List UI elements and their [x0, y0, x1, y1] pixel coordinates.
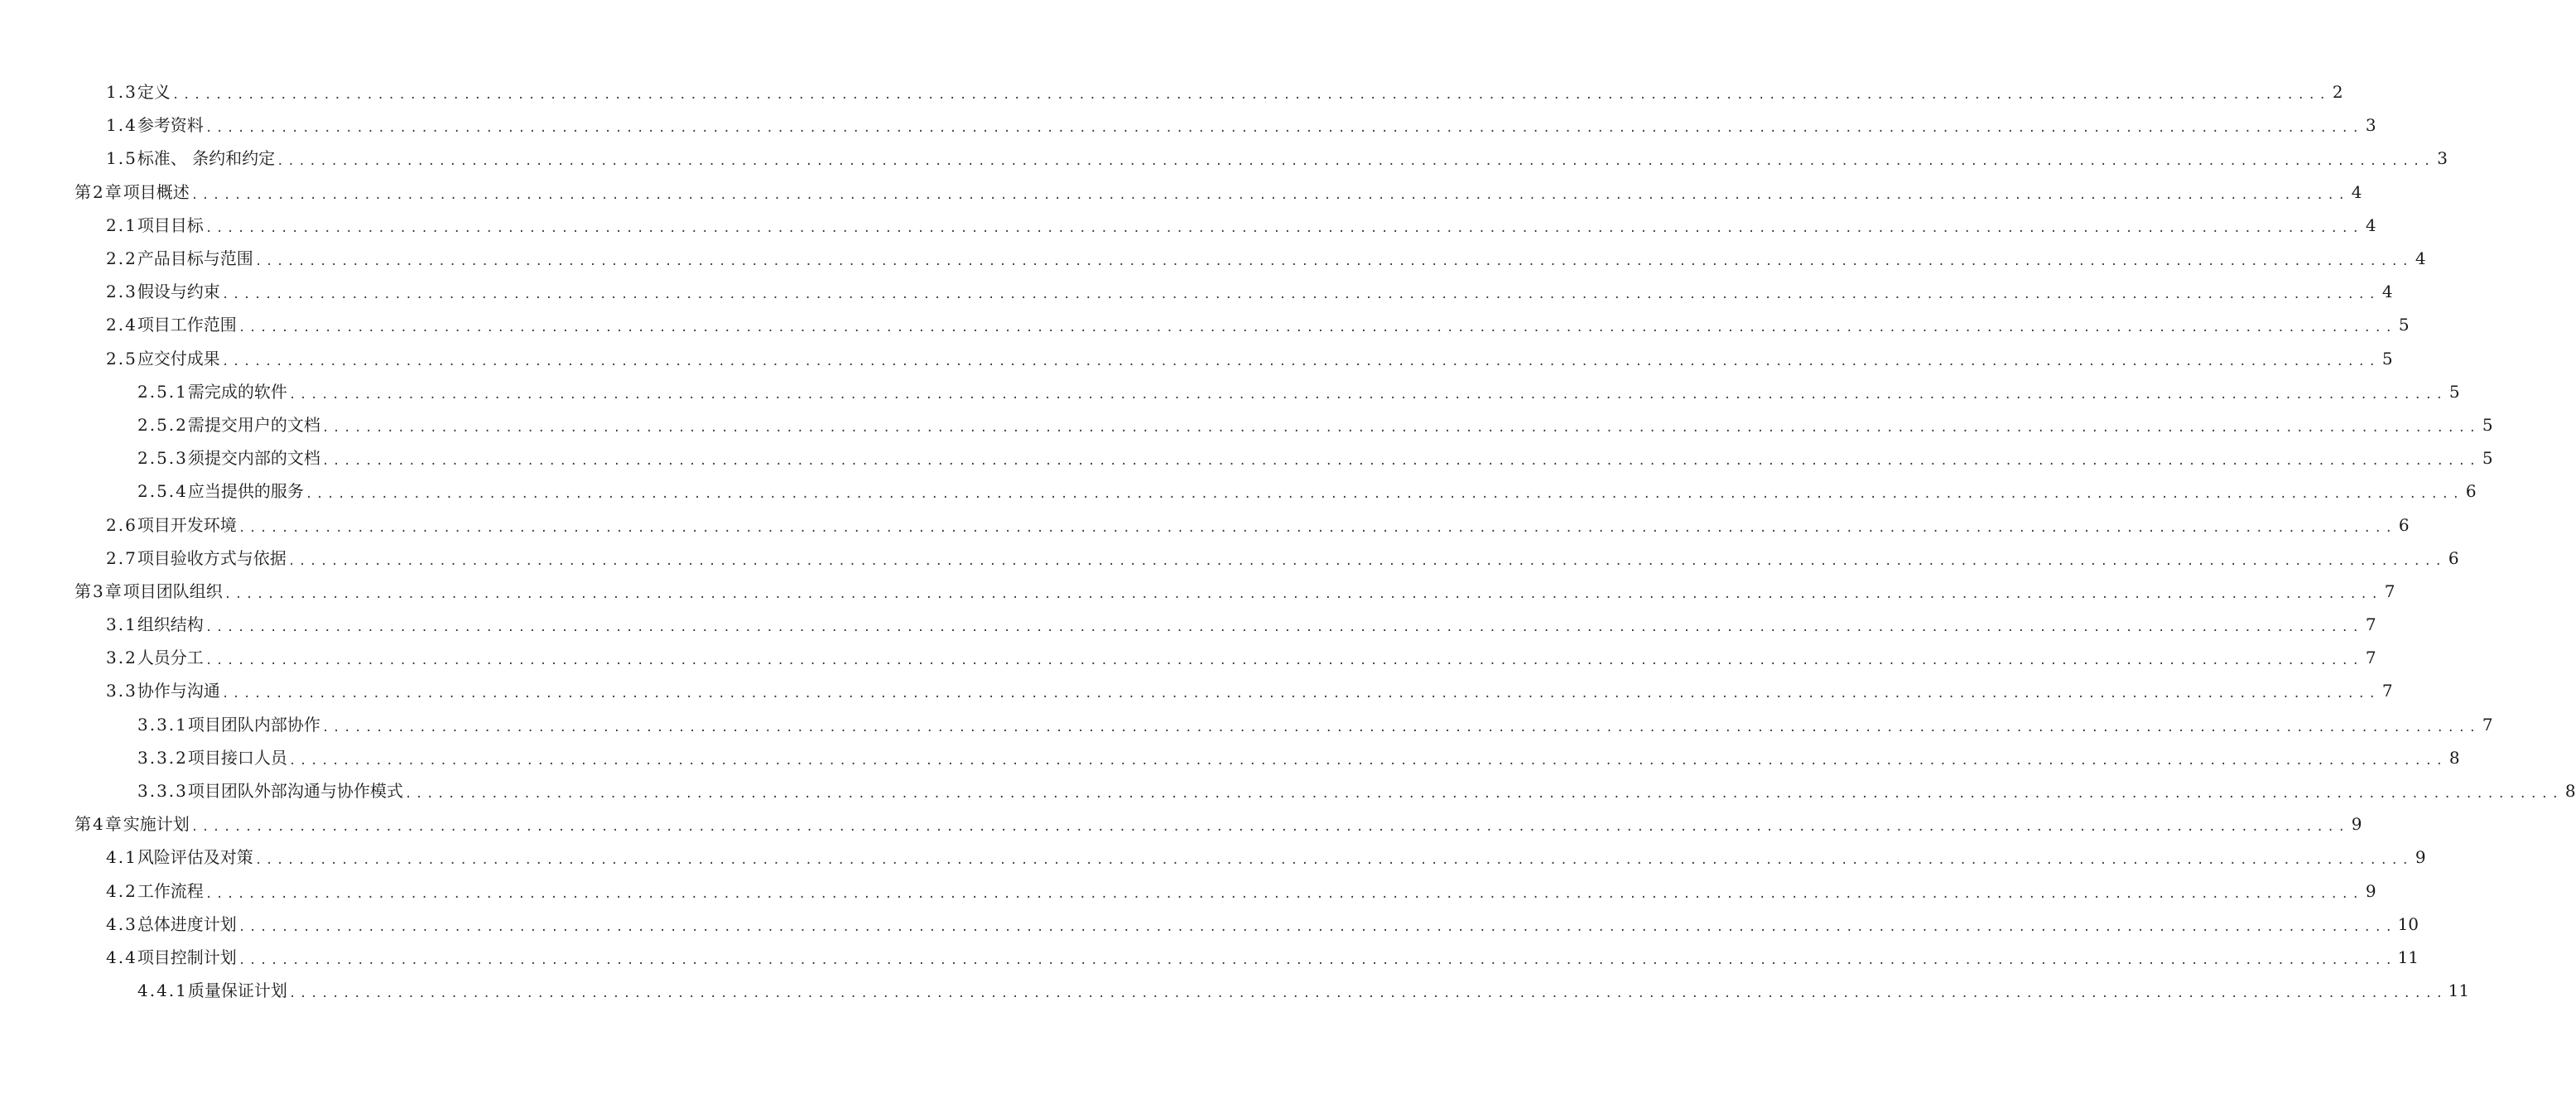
toc-entry-number: 4.2	[106, 880, 137, 901]
dot-leader: ........................................................................................................................................................................................................	[205, 887, 2363, 901]
toc-entry-number: 2.6	[106, 514, 137, 535]
toc-entry-page-number: 4	[2415, 248, 2426, 269]
toc-entry-page-number: 6	[2448, 547, 2459, 568]
dot-leader: ........................................................................................................................................................................................................	[224, 587, 2382, 601]
toc-entry[interactable]	[0, 575, 2395, 608]
toc-entry[interactable]	[0, 741, 2460, 774]
toc-entry-title: 项目团队内部协作	[187, 714, 320, 735]
toc-entry-page-number: 5	[2398, 315, 2410, 335]
toc-entry-number: 4.4	[106, 947, 137, 967]
toc-entry-title: 项目团队外部沟通与协作模式	[187, 781, 403, 802]
toc-entry-title: 需完成的软件	[187, 381, 287, 402]
toc-entry-page-number: 5	[2482, 448, 2493, 469]
dot-leader: ........................................................................................................................................................................................................	[205, 621, 2363, 635]
dot-leader: ........................................................................................................................................................................................................	[205, 654, 2363, 668]
toc-entry-number: 2.4	[106, 315, 137, 335]
dot-leader: ........................................................................................................................................................................................................	[221, 354, 2380, 369]
toc-entry-number: 4.3	[106, 913, 137, 934]
toc-entry-number: 第3章	[75, 581, 123, 601]
toc-entry-number: 2.3	[106, 282, 137, 302]
toc-entry-page-number: 6	[2465, 481, 2477, 502]
toc-entry-number: 2.2	[106, 248, 137, 269]
toc-entry-number: 4.4.1	[137, 980, 188, 1001]
toc-entry[interactable]	[0, 641, 2376, 674]
toc-entry[interactable]	[0, 342, 2393, 375]
toc-entry-title: 项目控制计划	[137, 947, 237, 967]
toc-entry-number: 3.3.1	[137, 714, 188, 735]
toc-entry-title: 质量保证计划	[187, 980, 287, 1001]
toc-entry-number: 3.2	[106, 648, 137, 668]
dot-leader: ........................................................................................................................................................................................................	[171, 89, 2330, 103]
dot-leader: ........................................................................................................................................................................................................	[238, 953, 2396, 967]
toc-entry[interactable]	[0, 308, 2410, 341]
toc-entry-title: 项目接口人员	[187, 747, 287, 768]
toc-entry-page-number: 7	[2384, 581, 2395, 601]
toc-entry-number: 3.1	[106, 614, 137, 635]
toc-entry-title: 项目工作范围	[137, 315, 237, 335]
toc-entry-page-number: 10	[2397, 913, 2420, 934]
toc-entry-title: 协作与沟通	[137, 681, 220, 701]
toc-entry-page-number: 9	[2351, 814, 2362, 835]
dot-leader: ........................................................................................................................................................................................................	[254, 255, 2413, 269]
toc-entry[interactable]	[0, 708, 2493, 741]
toc-entry[interactable]	[0, 807, 2362, 841]
toc-entry-title: 应交付成果	[137, 348, 220, 369]
toc-entry-page-number: 7	[2365, 648, 2376, 668]
dot-leader: ........................................................................................................................................................................................................	[277, 155, 2434, 169]
toc-entry-page-number: 9	[2365, 880, 2376, 901]
dot-leader: ........................................................................................................................................................................................................	[321, 455, 2480, 469]
toc-entry-page-number: 3	[2437, 148, 2448, 169]
toc-entry-page-number: 7	[2365, 614, 2376, 635]
dot-leader: ........................................................................................................................................................................................................	[205, 221, 2363, 235]
toc-entry-title: 人员分工	[137, 648, 204, 668]
dot-leader: ........................................................................................................................................................................................................	[238, 521, 2396, 535]
toc-entry-page-number: 8	[2564, 781, 2576, 802]
toc-entry-page-number: 11	[2448, 980, 2470, 1001]
toc-entry-title: 标准、 条约和约定	[137, 148, 276, 169]
dot-leader: ........................................................................................................................................................................................................	[190, 821, 2349, 835]
dot-leader: ........................................................................................................................................................................................................	[288, 388, 2447, 402]
toc-entry-page-number: 4	[2381, 282, 2393, 302]
toc-entry-number: 2.1	[106, 214, 137, 235]
toc-entry[interactable]	[0, 209, 2376, 242]
toc-entry-title: 假设与约束	[137, 282, 220, 302]
toc-entry[interactable]	[0, 841, 2426, 874]
toc-entry-title: 项目开发环境	[137, 514, 237, 535]
dot-leader: ........................................................................................................................................................................................................	[238, 920, 2396, 934]
toc-entry-page-number: 2	[2332, 82, 2343, 103]
dot-leader: ........................................................................................................................................................................................................	[288, 987, 2447, 1001]
toc-entry[interactable]	[0, 75, 2343, 108]
toc-entry-number: 第4章	[75, 814, 123, 835]
toc-entry-number: 3.3	[106, 681, 137, 701]
dot-leader: ........................................................................................................................................................................................................	[238, 321, 2396, 335]
dot-leader: ........................................................................................................................................................................................................	[221, 288, 2380, 302]
toc-entry-number: 2.5.1	[137, 381, 188, 402]
dot-leader: ........................................................................................................................................................................................................	[321, 421, 2480, 435]
toc-entry[interactable]	[0, 475, 2477, 508]
dot-leader: ........................................................................................................................................................................................................	[287, 554, 2446, 568]
toc-entry-title: 须提交内部的文档	[187, 448, 320, 469]
toc-entry[interactable]	[0, 608, 2376, 641]
toc-entry[interactable]	[0, 441, 2493, 475]
dot-leader: ........................................................................................................................................................................................................	[404, 788, 2563, 802]
toc-entry[interactable]	[0, 508, 2410, 541]
toc-entry-title: 项目团队组织	[123, 581, 223, 601]
dot-leader: ........................................................................................................................................................................................................	[190, 188, 2349, 202]
toc-entry-page-number: 7	[2381, 681, 2393, 701]
toc-entry-page-number: 9	[2415, 847, 2426, 868]
toc-entry[interactable]	[0, 674, 2393, 707]
toc-entry-number: 第2章	[75, 181, 123, 202]
toc-entry-number: 3.3.3	[137, 781, 188, 802]
dot-leader: ........................................................................................................................................................................................................	[221, 687, 2380, 701]
toc-entry-title: 项目概述	[123, 181, 190, 202]
toc-entry[interactable]	[0, 774, 2576, 807]
toc-entry-number: 3.3.2	[137, 747, 188, 768]
toc-entry-number: 2.5	[106, 348, 137, 369]
toc-entry-title: 风险评估及对策	[137, 847, 253, 868]
toc-entry[interactable]	[0, 176, 2362, 209]
toc-entry-number: 1.4	[106, 115, 137, 136]
toc-entry-number: 1.5	[106, 148, 137, 169]
toc-entry-page-number: 8	[2448, 747, 2460, 768]
toc-entry-page-number: 4	[2351, 181, 2362, 202]
toc-entry[interactable]	[0, 108, 2376, 142]
dot-leader: ........................................................................................................................................................................................................	[305, 488, 2463, 502]
toc-entry-number: 2.5.2	[137, 414, 188, 435]
toc-entry-number: 2.7	[106, 547, 137, 568]
toc-entry-title: 应当提供的服务	[187, 481, 304, 502]
toc-entry-page-number: 3	[2365, 115, 2376, 136]
toc-entry-title: 项目验收方式与依据	[137, 547, 286, 568]
toc-entry[interactable]	[0, 275, 2393, 308]
toc-entry[interactable]	[0, 542, 2459, 575]
toc-entry[interactable]	[0, 242, 2426, 275]
toc-entry-page-number: 5	[2448, 381, 2460, 402]
toc-entry[interactable]	[0, 874, 2376, 908]
toc-entry[interactable]	[0, 974, 2470, 1007]
toc-entry-title: 实施计划	[123, 814, 190, 835]
toc-entry-title: 工作流程	[137, 880, 204, 901]
toc-entry-number: 2.5.3	[137, 448, 188, 469]
toc-entry-page-number: 4	[2365, 214, 2376, 235]
toc-entry-title: 总体进度计划	[137, 913, 237, 934]
toc-entry-page-number: 6	[2398, 514, 2410, 535]
toc-entry-number: 4.1	[106, 847, 137, 868]
toc-entry-page-number: 11	[2397, 947, 2420, 967]
toc-entry-title: 项目目标	[137, 214, 204, 235]
table-of-contents	[0, 75, 2576, 1007]
toc-entry-title: 参考资料	[137, 115, 204, 136]
toc-entry-title: 产品目标与范围	[137, 248, 253, 269]
toc-entry[interactable]	[0, 375, 2460, 408]
toc-entry-page-number: 5	[2482, 414, 2493, 435]
dot-leader: ........................................................................................................................................................................................................	[205, 122, 2363, 136]
dot-leader: ........................................................................................................................................................................................................	[254, 854, 2413, 868]
toc-entry-page-number: 7	[2482, 714, 2493, 735]
dot-leader: ........................................................................................................................................................................................................	[321, 720, 2480, 735]
toc-entry[interactable]	[0, 408, 2493, 441]
toc-entry-title: 定义	[137, 82, 171, 103]
toc-entry-number: 2.5.4	[137, 481, 188, 502]
toc-entry-title: 组织结构	[137, 614, 204, 635]
toc-entry[interactable]	[0, 941, 2420, 974]
toc-entry-title: 需提交用户的文档	[187, 414, 320, 435]
toc-entry-number: 1.3	[106, 82, 137, 103]
toc-entry[interactable]	[0, 142, 2448, 175]
dot-leader: ........................................................................................................................................................................................................	[288, 754, 2447, 768]
toc-entry[interactable]	[0, 908, 2420, 941]
toc-entry-page-number: 5	[2381, 348, 2393, 369]
